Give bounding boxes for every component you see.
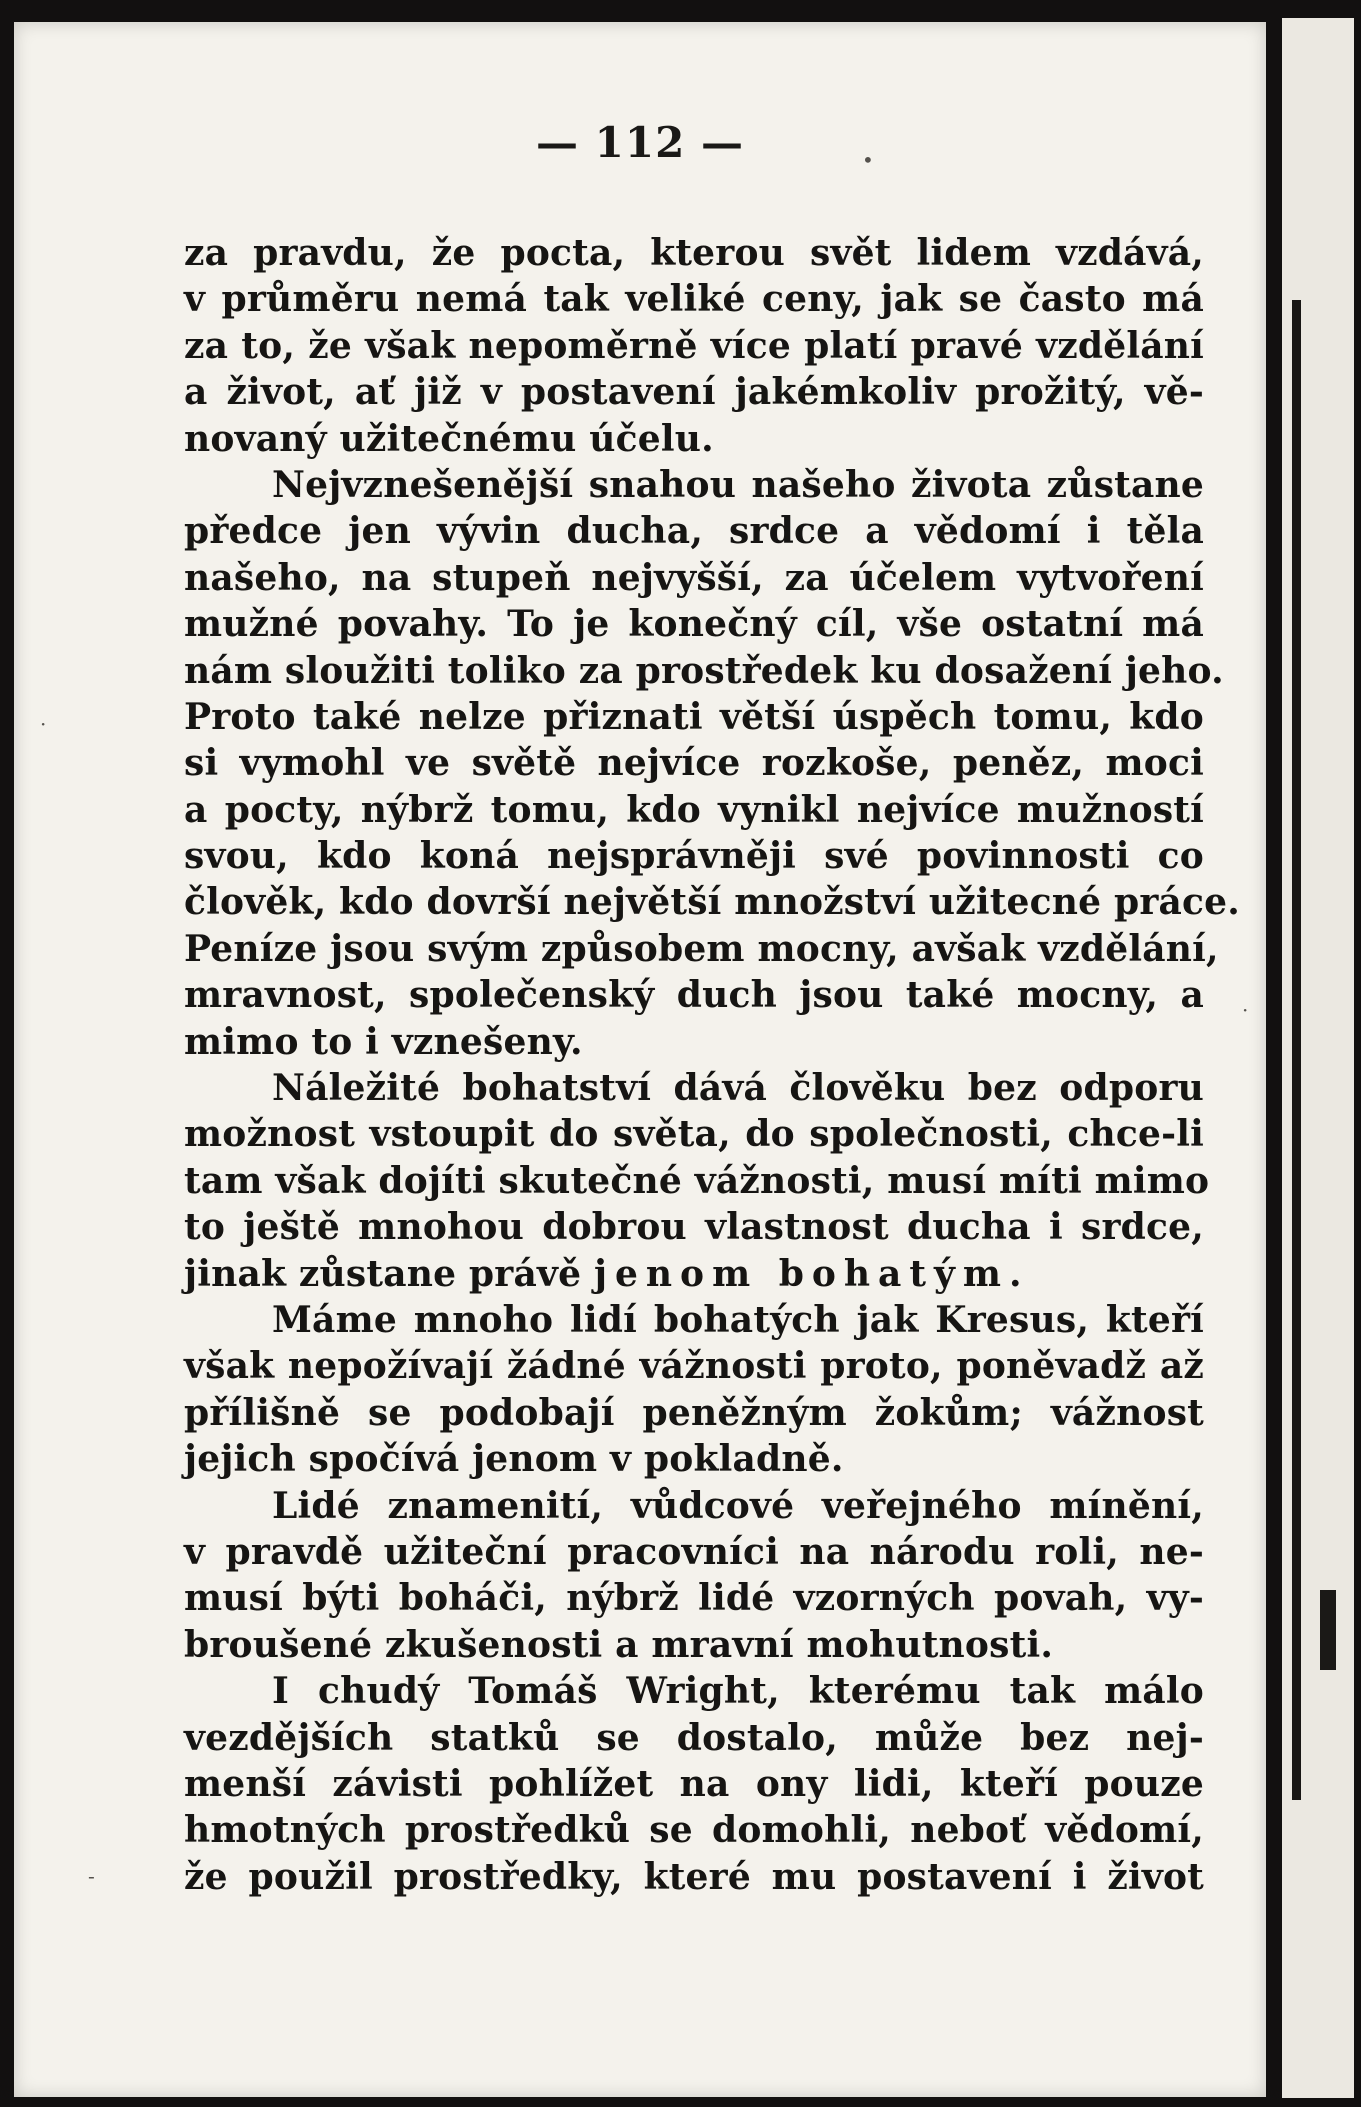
ink-speck: • xyxy=(862,148,874,172)
binding-tab xyxy=(1320,1590,1336,1670)
text-line: za to, že však nepoměrně více platí pravé vzdělání xyxy=(184,324,1204,367)
ink-speck: · xyxy=(1242,998,1249,1022)
text-line: vezdějších statků se dostalo, může bez nej- xyxy=(184,1716,1204,1759)
paragraph-start-line: Náležité bohatství dává člověku bez odporu xyxy=(272,1067,1204,1110)
paragraph-start-line: Lidé znamenití, vůdcové veřejného mínění, xyxy=(272,1484,1204,1527)
text-line: broušené zkušenosti a mravní mohutnosti. xyxy=(184,1623,1054,1666)
text-line: za pravdu, že pocta, kterou svět lidem vzdává, xyxy=(184,232,1204,274)
text-line: novaný užitečnému účelu. xyxy=(184,417,714,460)
spaced-emphasis: jenom bohatým. xyxy=(593,1252,1030,1295)
text-run: jinak zůstane právě xyxy=(184,1252,594,1295)
text-line: v průměru nemá tak veliké ceny, jak se často má xyxy=(184,278,1204,321)
text-line: svou, kdo koná nejsprávněji své povinnosti co xyxy=(184,835,1204,878)
text-line: předce jen vývin ducha, srdce a vědomí i těla xyxy=(184,510,1204,553)
binding-shadow-line xyxy=(1292,300,1301,1800)
paragraph-start-line: Nejvznešenější snahou našeho života zůstane xyxy=(272,463,1204,506)
text-line: mimo to i vznešeny. xyxy=(184,1020,583,1063)
text-line: Proto také nelze přiznati větší úspěch tomu, kdo xyxy=(184,695,1204,738)
text-line: nám sloužiti toliko za prostředek ku dosažení jeho. xyxy=(184,649,1224,692)
text-line: však nepožívají žádné vážnosti proto, poněvadž až xyxy=(184,1345,1204,1388)
book-page xyxy=(14,22,1266,2097)
text-line: že použil prostředky, které mu postavení i život xyxy=(184,1855,1204,1898)
text-line: našeho, na stupeň nejvyšší, za účelem vytvoření xyxy=(184,556,1204,599)
text-line: tam však dojíti skutečné vážnosti, musí míti mimo xyxy=(184,1159,1210,1202)
text-line: hmotných prostředků se domohli, neboť vědomí, xyxy=(184,1809,1204,1852)
text-line: mužné povahy. To je konečný cíl, vše ostatní má xyxy=(184,603,1204,646)
text-line: jejich spočívá jenom v pokladně. xyxy=(184,1438,844,1481)
text-line: v pravdě užiteční pracovníci na národu roli, ne- xyxy=(184,1530,1204,1573)
text-line: menší závisti pohlížet na ony lidi, kteří pouze xyxy=(184,1762,1204,1805)
text-line: a pocty, nýbrž tomu, kdo vynikl nejvíce mužností xyxy=(184,788,1204,831)
text-line: a život, ať již v postavení jakémkoliv prožitý, vě- xyxy=(184,371,1204,414)
text-line: musí býti boháči, nýbrž lidé vzorných povah, vy- xyxy=(184,1577,1204,1620)
text-line: přílišně se podobají peněžným žokům; vážnost xyxy=(184,1391,1204,1434)
text-line: Peníze jsou svým způsobem mocny, avšak vzdělání, xyxy=(184,927,1219,970)
text-line: si vymohl ve světě nejvíce rozkoše, peněz, moci xyxy=(184,742,1204,785)
text-line: člověk, kdo dovrší největší množství užitecné práce. xyxy=(184,881,1240,924)
paragraph-start-line: I chudý Tomáš Wright, kterému tak málo xyxy=(272,1670,1204,1713)
text-line xyxy=(184,1251,1204,1297)
page-number: — 112 — xyxy=(536,118,744,167)
ink-speck: · xyxy=(40,712,47,736)
text-line: to ještě mnohou dobrou vlastnost ducha i srdce, xyxy=(184,1206,1204,1249)
text-line: mravnost, společenský duch jsou také mocny, a xyxy=(184,974,1204,1017)
text-line: možnost vstoupit do světa, do společnosti, chce-li xyxy=(184,1113,1204,1156)
paragraph-start-line: Máme mnoho lidí bohatých jak Kresus, kteří xyxy=(272,1298,1204,1341)
page-body xyxy=(184,230,1240,1900)
ink-speck: - xyxy=(88,1864,95,1888)
